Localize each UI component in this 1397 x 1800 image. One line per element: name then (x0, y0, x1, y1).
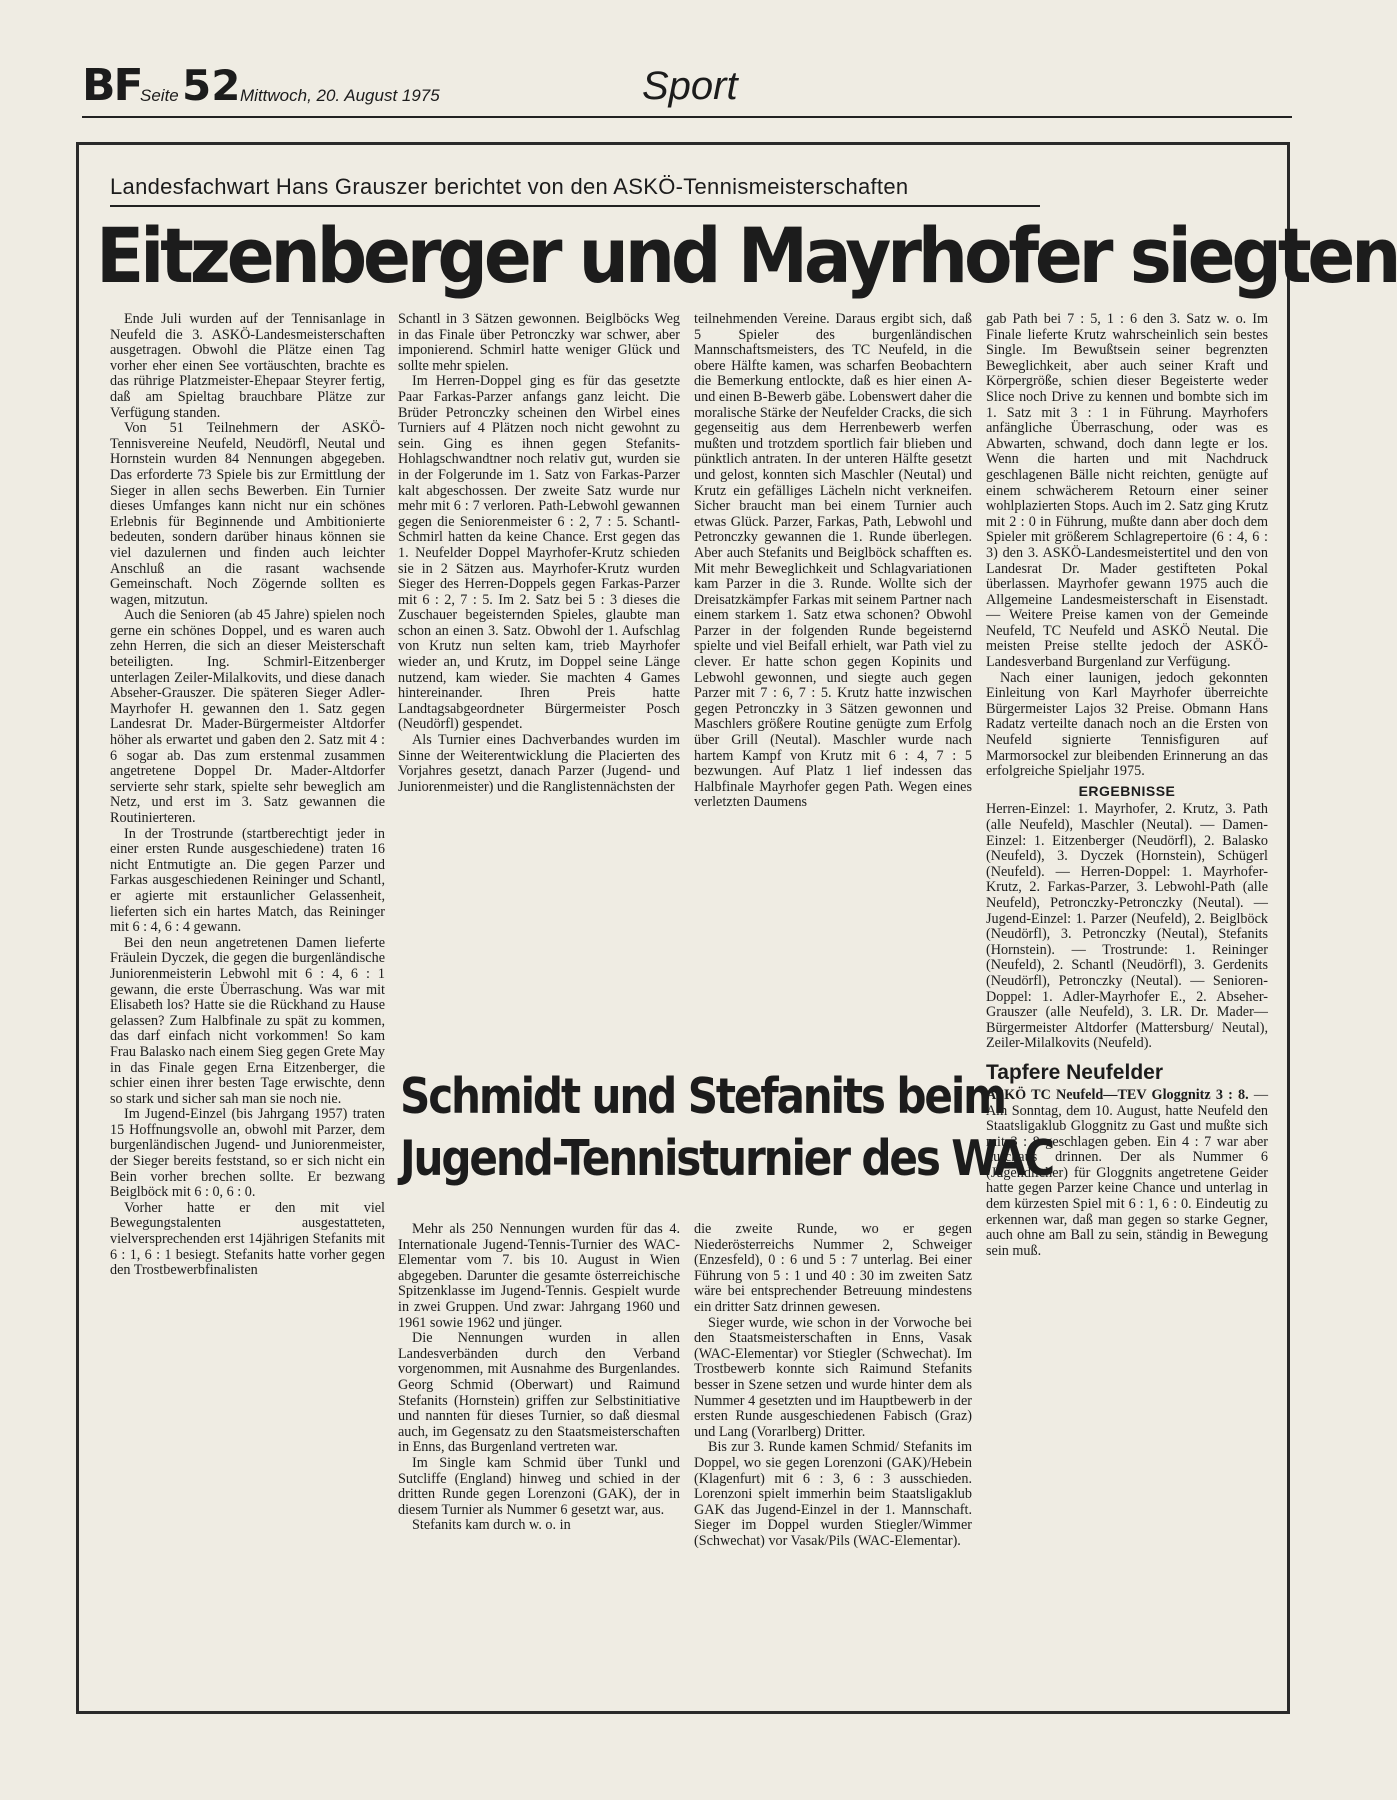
newspaper-logo: BF (82, 60, 142, 111)
paragraph: Mehr als 250 Nennungen wurden für das 4. Internationale Jugend-Tennis-Turnier des WAC-Elementar vom 7. bis 10. August in Wien abgegeben. Darunter die gesamte österreichische Spitzenklasse im Jugend-Tennis. Gespielt wurde in zwei Gruppen. Und zwar: Jahrgang 1960 und 1961 sowie 1962 und jünger. (398, 1221, 680, 1331)
paragraph: Schantl in 3 Sätzen gewonnen. Beiglböcks Weg in das Finale über Petronczky war schwer, aber imponierend. Schmirl hatte weniger Glück und sollte mehr spielen. (398, 311, 680, 374)
paragraph: Bei den neun angetretenen Damen lieferte Fräulein Dyczek, die gegen die burgenländische Juniorenmeisterin Lebwohl mit 6 : 4, 6 : 1 gewann, die erste Überraschung. Was war mit Elisabeth los? Hatte sie die Rückhand zu Hause gelassen? Zum Halbfinale zu spät zu kommen, das darf einfach nicht vorkommen! So kam Frau Balasko nach einem Sieg gegen Grete May in das Finale gegen Erna Eitzenberger, die schier einen ihrer besten Tage erwischte, denn so stark und sicher sah man sie noch nie. (110, 934, 385, 1107)
paragraph: Stefanits kam durch w. o. in (412, 1517, 571, 1534)
sidebar-heading: Tapfere Neufelder (986, 1060, 1163, 1084)
masthead-rule (82, 116, 1292, 118)
article-column-4 (986, 312, 1268, 1722)
sidebar-body: — Am Sonntag, dem 10. August, hatte Neufeld den Staatsligaklub Gloggnitz zu Gast und mußte sich mit 3 : 8 geschlagen geben. Ein 4 : 7 war aber durchaus drinnen. Der als Nummer 6 (Jugendlicher) für Gloggnits angetretene Geider hatte gegen Parzer keine Chance und unterlag in dem kürzesten Spiel mit 6 : 1, 6 : 0. Eindeutig zu erkennen war, daß man gegen so starke Gegner, auch ohne am Ball zu sein, ständig in Bewegung sein muß. (986, 1086, 1268, 1259)
sidebar-lead: ASKÖ TC Neufeld—TEV Gloggnitz 3 : 8. (986, 1086, 1249, 1103)
article-column-1 (110, 312, 385, 1692)
results-list: Herren-Einzel: 1. Mayrhofer, 2. Krutz, 3. Path (alle Neufeld), Maschler (Neutal). — Damen-Einzel: 1. Eitzenberger (Neudörfl), 2. Balasko (Neufeld), 3. Dyczek (Hornstein), Schügerl (Neufeld). — Herren-Doppel: 1. Mayrhofer-Krutz, 2. Farkas-Parzer, 3. Lebwohl-Path (alle Neufeld), Petronczky-Petronczky (Neutal). — Jugend-Einzel: 1. Parzer (Neufeld), 2. Beiglböck (Neudörfl), 3. Petronczky (Neutal), Stefanits (Hornstein). — Trostrunde: 1. Reininger (Neufeld), 2. Schantl (Neudörfl), 3. Gerdenits (Neudörfl), Petronczky (Neutal). — Senioren-Doppel: 1. Adler-Mayrhofer E., 2. Abseher-Grauszer (alle Neufeld), 3. LR. Dr. Mader—Bürgermeister Altdorfer (Mattersburg/ Neutal), Zeiler-Milalkovits (Neufeld). (986, 801, 1268, 1052)
paragraph: teilnehmenden Vereine. Daraus ergibt sich, daß 5 Spieler des burgenländischen Mannschaftsmeisters, des TC Neufeld, in die obere Hälfte kamen, was scharfen Beobachtern die Bemerkung entlockte, daß es hier einen A- und einen B-Bewerb gäbe. Lobenswert daher die moralische Stärke der Neufelder Cracks, die sich gegenseitig aus dem Herrenbewerb werfen mußten und trotzdem sportlich fair blieben und pünktlich antraten. In der unteren Hälfte gesetzt und gelost, konnten sich Maschler (Neutal) und Krutz ein gefälliges Lächeln nicht verkneifen. Sicher braucht man bei einem Turnier auch etwas Glück. Parzer, Farkas, Path, Lebwohl und Petronczky gewannen die 1. Runde überlegen. Aber auch Stefanits und Beiglböck schafften es. Mit mehr Beweglichkeit und Schlagvariationen kam Parzer in die 3. Runde. Wollte sich der Dreisatzkämpfer Farkas mit seinem Partner nach einem starkem 1. Satz etwa schonen? Obwohl Parzer in der folgenden Runde begeisternd spielte und viel Beifall erhielt, war Path viel zu clever. Er hatte schon gegen Kopinits und Lebwohl gewonnen, und siegte auch gegen Parzer mit 7 : 6, 7 : 5. Krutz hatte inzwischen gegen Petronczky in 3 Sätzen gewonnen und Maschlers größere Routine genügte zum Erfolg über Grill (Neutal). Maschler wurde nach hartem Kampf von Krutz mit 6 : 4, 7 : 5 bezwungen. Auf Platz 1 lief indessen das Halbfinale Mayrhofer gegen Path. Wegen eines verletzten Daumens (694, 311, 972, 811)
article-column-2 (398, 312, 680, 1052)
page-label: Seite (140, 86, 179, 105)
headline-line-1: Schmidt und Stefanits beim (400, 1068, 1005, 1125)
paragraph: Sieger wurde, wie schon in der Vorwoche bei den Staatsmeisterschaften in Enns, Vasak (WAC-Elementar) vor Stiegler (Schwechat). Im Trostbewerb konnte sich Raimund Stefanits besser in Szene setzen und wurde hinter dem als Nummer 4 gesetzten und im Hauptbewerb in der ersten Runde ausgeschiedenen Fabisch (Graz) und Lang (Vorarlberg) Dritter. (694, 1314, 972, 1440)
paragraph: Nach einer launigen, jedoch gekonnten Einleitung von Karl Mayrhofer überreichte Bürgermeister Lajos 32 Preise. Obmann Hans Radatz verteilte danach noch an die Ersten von Neufeld signierte Tennisfiguren auf Marmorsockel zur bleibenden Erinnerung an das erfolgreiche Spieljahr 1975. (986, 669, 1268, 780)
paragraph: die zweite Runde, wo er gegen Niederösterreichs Nummer 2, Schweiger (Enzesfeld), 0 : 6 und 5 : 7 unterlag. Bei einer Führung von 5 : 1 und 40 : 30 im zweiten Satz wäre bei entsprechender Betreuung mindestens ein dritter Satz drinnen gewesen. (694, 1221, 972, 1315)
second-article-headline (400, 1066, 1053, 1190)
second-article-column-1 (398, 1222, 680, 1692)
paragraph: Bis zur 3. Runde kamen Schmid/ Stefanits im Doppel, wo sie gegen Lorenzoni (GAK)/Hebein (Klagenfurt) mit 6 : 3, 6 : 3 ausschieden. Lorenzoni spielt immerhin beim Staatsligaklub GAK das Jugend-Einzel in der 1. Mannschaft. Sieger im Doppel wurden Stiegler/Wimmer (Schwechat) vor Vasak/Pils (WAC-Elementar). (694, 1439, 972, 1549)
paragraph: Im Single kam Schmid über Tunkl und Sutcliffe (England) hinweg und schied in der dritten Runde gegen Lorenzoni (GAK), der in diesem Turnier als Nummer 6 gesetzt war, aus. (398, 1454, 680, 1518)
section-title: Sport (642, 64, 738, 108)
article-column-3 (694, 312, 972, 1052)
paragraph: Im Jugend-Einzel (bis Jahrgang 1957) traten 15 Hoffnungsvolle an, obwohl mit Parzer, dem burgenländischen Jugend- und Juniorenmeister, der Sieger bereits feststand, so er sich nicht ein Bein vorher brechen sollte. Er bezwang Beiglböck mit 6 : 0, 6 : 0. (110, 1106, 385, 1201)
paragraph: In der Trostrunde (startberechtigt jeder in einer ersten Runde ausgeschiedene) traten 16 nicht Entmutigte an. Die gegen Parzer und Farkas ausgeschiedenen Reininger und Schantl, er agierte mit erstaunlicher Gelassenheit, lieferten sich ein hartes Match, das Reininger mit 6 : 4, 6 : 4 gewann. (110, 825, 385, 936)
masthead (82, 60, 1292, 122)
paragraph: Auch die Senioren (ab 45 Jahre) spielen noch gerne ein schönes Doppel, und es waren auch zehn Herren, die sich an dieser Meisterschaft beteiligten. Ing. Schmirl-Eitzenberger unterlagen Zeiler-Milalkovits, und diese danach Abseher-Grauszer. Die späteren Sieger Adler-Mayrhofer H. gewannen den 1. Satz gegen Landesrat Dr. Mader-Bürgermeister Altdorfer höher als erwartet und gaben den 2. Satz mit 4 : 6 sogar ab. Das zum erstenmal zusammen angetretene Doppel Dr. Mader-Altdorfer servierte sehr stark, spielte sehr beweglich am Netz, und erst im 3. Satz gewannen die Routinierteren. (110, 607, 385, 826)
page-number: 52 (182, 61, 241, 110)
paragraph: Vorher hatte er den mit viel Bewegungstalenten ausgestatteten, vielversprechenden erst 14jährigen Stefanits mit 6 : 1, 6 : 1 besiegt. Stefanits hatte vorher gegen den Trostbewerbfinalisten (110, 1199, 385, 1279)
article-overline: Landesfachwart Hans Grauszer berichtet von den ASKÖ-Tennismeisterschaften (110, 174, 909, 199)
overline-rule (110, 205, 1040, 207)
results-heading: ERGEBNISSE (1078, 782, 1176, 799)
paragraph: Die Nennungen wurden in allen Landesverbänden durch den Verband vorgenommen, mit Ausnahme des Burgenlandes. Georg Schmid (Oberwart) und Raimund Stefanits (Hornstein) griffen zur Selbstinitiative und nannten für dieses Turnier, so daß diesmal auch, im Gegensatz zu den Staatsmeisterschaften in Enns, das Burgenland vertreten war. (398, 1330, 680, 1456)
issue-date: Mittwoch, 20. August 1975 (240, 86, 440, 105)
article-headline: Eitzenberger und Mayrhofer siegten (96, 211, 1397, 300)
headline-line-2: Jugend-Tennisturnier des WAC (400, 1130, 1053, 1187)
paragraph: Von 51 Teilnehmern der ASKÖ-Tennisvereine Neufeld, Neudörfl, Neutal und Hornstein wurden 84 Nennungen abgegeben. Das erforderte 73 Spiele bis zur Ermittlung der Sieger in allen sechs Bewerben. Ein Turnier dieses Umfanges kann nicht nur ein schönes Erlebnis für Beginnende und Ambitionierte bedeuten, sondern darüber hinaus können sie viel dazulernen und finden auch leichter Anschluß an die rasant wachsende Gemeinschaft. Noch Zögernde sollten es wagen, mitzutun. (110, 420, 385, 608)
paragraph: gab Path bei 7 : 5, 1 : 6 den 3. Satz w. o. Im Finale lieferte Krutz wahrscheinlich sein bestes Single. Im Bewußtsein seiner begrenzten Beweglichkeit, aber auch seiner Kraft und Körpergröße, schien dieser Begeisterte weder Slice noch Drive zu kennen und bombte sich im 1. Satz mit 3 : 1 in Führung. Mayrhofers anfängliche Überraschung, oder was es Abwarten, schwand, doch dann legte er los. Wenn die harten und mit Nachdruck geschlagenen Bälle nicht reichten, genügte auf einem schwächerem Retourn einer seiner wohlplazierten Stops. Auch im 2. Satz ging Krutz mit 2 : 0 in Führung, mußte dann aber doch dem Spieler mit größerem Schlagrepertoire (6 : 4, 6 : 3) den 3. ASKÖ-Landesmeistertitel und den von Landesrat Dr. Mader gestifteten Pokal überlassen. Mayrhofer gewann 1975 auch die Allgemeine Landesmeisterschaft in Eisenstadt. — Weitere Preise kamen von der Gemeinde Neufeld, TC Neufeld und ASKÖ Neutal. Die meisten Preise stellte jedoch der ASKÖ-Landesverband Burgenland zur Verfügung. (986, 311, 1268, 671)
paragraph: Als Turnier eines Dachverbandes wurden im Sinne der Weiterentwicklung die Placierten des Vorjahres gesetzt, danach Parzer (Jugend- und Juniorenmeister) und die Ranglistennächsten der (398, 732, 680, 795)
paragraph: Ende Juli wurden auf der Tennisanlage in Neufeld die 3. ASKÖ-Landesmeisterschaften ausgetragen. Obwohl die Plätze einen Tag vorher eher einen See vortäuschten, brachte es das rührige Platzmeister-Ehepaar Steyrer fertig, daß am Spieltag brauchbare Plätze zur Verfügung standen. (110, 311, 385, 421)
second-article-column-2 (694, 1222, 972, 1692)
paragraph: Im Herren-Doppel ging es für das gesetzte Paar Farkas-Parzer anfangs ganz leicht. Die Brüder Petronczky scheinen den Wirbel eines Turniers auf 4 Plätzen noch nicht gewohnt zu sein. Ging es ihnen gegen Stefanits-Hohlagschwandtner noch relativ gut, wurden sie in der Folgerunde im 1. Satz von Farkas-Parzer kalt abgeschossen. Der zweite Satz wurde nur mehr mit 6 : 7 verloren. Path-Lebwohl gewannen gegen die Seniorenmeister 6 : 2, 7 : 5. Schantl-Schmirl hatten da keine Chance. Erst gegen das 1. Neufelder Doppel Mayrhofer-Krutz schieden sie in 2 Sätzen aus. Mayrhofer-Krutz wurden Sieger des Herren-Doppels gegen Farkas-Parzer mit 6 : 2, 7 : 5. Im 2. Satz bei 5 : 3 dieses die Zuschauer begeisternden Spieles, glaubte man schon an einen 3. Satz. Obwohl der 1. Aufschlag von Krutz nun selten kam, trieb Mayrhofer wieder an, und Krutz, im Doppel seine Länge nutzend, kam wieder. Sie machten 4 Games hintereinander. Ihren Preis hatte Landtagsabgeordneter Bürgermeister Posch (Neudörfl) gespendet. (398, 373, 680, 733)
